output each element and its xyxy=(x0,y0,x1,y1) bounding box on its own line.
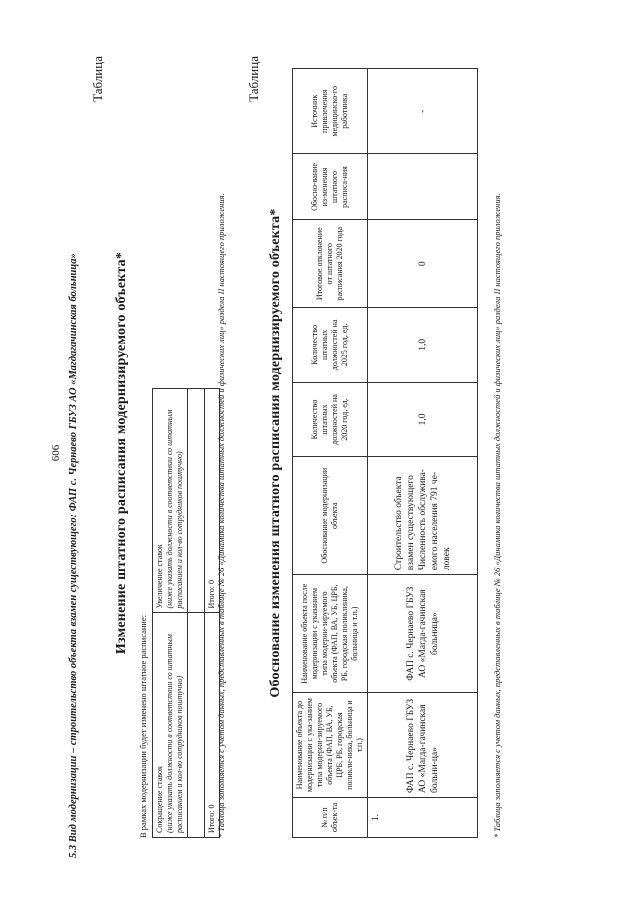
reduction-note: (ниже указать должности в соответствии со штатным расписанием и кол-во сотрудников поштучно) xyxy=(165,633,184,833)
cell-source: - xyxy=(368,68,478,153)
cell-justification: Строительство объекта взамен существующего Численность обслужива-емого населения 791 че-ловек xyxy=(368,456,478,574)
cell-deviation: 0 xyxy=(368,219,478,307)
header-justification: Обоснование модернизации объекта xyxy=(293,456,368,574)
header-number: № п/п объек-та xyxy=(293,797,368,837)
table-header-row xyxy=(293,68,368,837)
rotated-document-page xyxy=(40,38,600,868)
footnote-1: * Таблица заполняется с учетом данных, представленных в таблице № 26 «Динамика количества штатных должностей и физических лиц» раздела II настоящего приложения. xyxy=(216,192,226,838)
cell-number: 1. xyxy=(368,797,478,837)
title-1: Изменение штатного расписания модернизируемого объекта* xyxy=(114,251,129,654)
reduction-header: Сокращение ставок xyxy=(155,765,164,833)
title-2: Обоснование изменения штатного расписания модернизируемого объекта* xyxy=(268,207,283,698)
intro-text: В рамках модернизации будет изменено штатное расписание: xyxy=(138,614,148,838)
header-source: Источник привлечения медицинско-го работника xyxy=(293,68,368,153)
header-deviation: Итоговое отклонение от штатного расписания 2020 года xyxy=(293,219,368,307)
header-object-before: Наименование объекта до модернизации с ука-занием типа модерни-зируемого объекта (ФАП, ВА, УБ, ЦРБ, РБ, городская поликли-ника, больница и т.п.) xyxy=(293,692,368,797)
header-change-reason: Обосно-вание из-менения штатного распиcа-ния xyxy=(293,153,368,219)
table-row xyxy=(153,388,188,837)
table-label-2: Таблица xyxy=(246,55,261,102)
reduction-cell xyxy=(153,613,188,838)
header-positions-2020: Количество штатных должностей на 2020 год, ед. xyxy=(293,382,368,457)
increase-note: (ниже указать должности в соответствии со штатным расписанием и кол-во сотрудников поштучно) xyxy=(165,409,184,608)
total-right: Итого: 0 xyxy=(205,388,220,613)
footnote-2: * Таблица заполняется с учетом данных, представленных в таблице № 26 «Динамика количества штатных должностей и физических лиц» раздела II настоящего приложения. xyxy=(492,192,502,838)
cell-object-before: ФАП с. Чернаево ГБУЗ АО «Магда-гачинская больни-ца» xyxy=(368,692,478,797)
total-left: Итого: 0 xyxy=(205,613,220,838)
header-positions-2025: Количество штатных должностей на 2025 год, ед. xyxy=(293,307,368,382)
page-number: 606 xyxy=(50,444,62,461)
table-label-1: Таблица xyxy=(90,55,105,102)
cell-object-after: ФАП с. Чернаево ГБУЗ АО «Магда-гачинская больница» xyxy=(368,574,478,692)
cell-positions-2020: 1,0 xyxy=(368,382,478,457)
justification-table xyxy=(292,68,478,838)
increase-header: Увеличение ставок xyxy=(155,543,164,608)
cell-positions-2025: 1,0 xyxy=(368,307,478,382)
table-row xyxy=(188,388,205,837)
table-row xyxy=(368,68,478,837)
section-heading: 5.3 Вид модернизации – строительство объекта взамен существующего: ФАП с. Чернаево ГБУЗ АО «Магдагачинская больница» xyxy=(68,252,79,858)
increase-cell xyxy=(153,388,188,613)
header-object-after: Наименование объекта после модернизации с указанием типа модерни-зируемого объекта (ФАП, ВА, УБ, ЦРБ, РБ, городская поликлиника, больница и т.п.) xyxy=(293,574,368,692)
cell-change-reason xyxy=(368,153,478,219)
staffing-change-table xyxy=(152,388,220,838)
